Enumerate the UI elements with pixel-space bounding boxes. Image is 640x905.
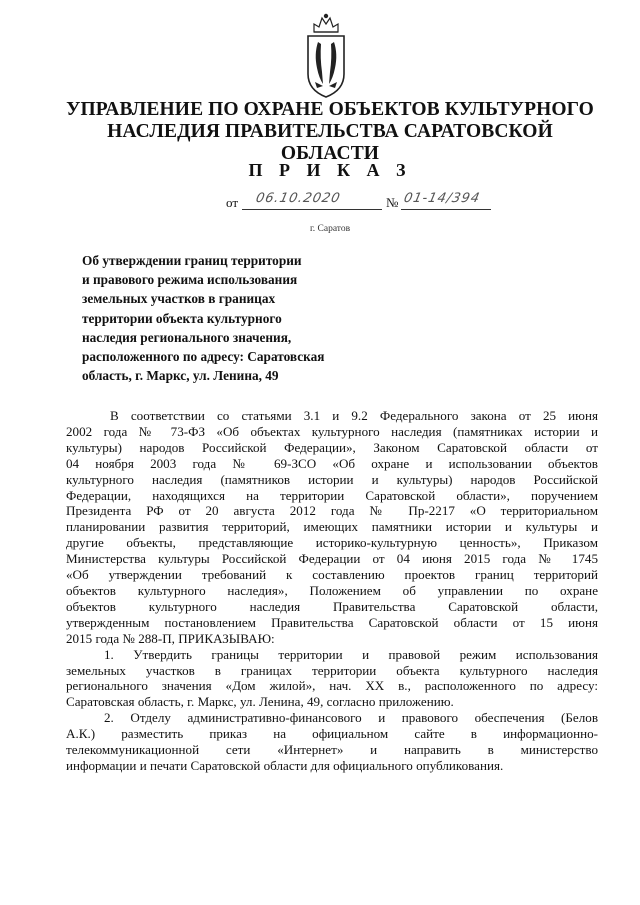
body-line: 2002 года № 73-ФЗ «Об объектах культурного наследия (памятниках истории и	[66, 423, 598, 439]
body-line: земельных участков в границах территории объекта культурного наследия	[66, 662, 598, 678]
body-line: А.К.) разместить приказ на официальном сайте в информационно-	[66, 726, 598, 742]
date-label: от	[226, 195, 239, 210]
order-subject	[82, 251, 402, 385]
issuing-organization	[60, 99, 600, 165]
body-line: Федерации, находящихся на территории Саратовской области», поручением	[66, 487, 598, 503]
body-line: 2. Отделу административно-финансового и правового обеспечения (Белов	[104, 710, 598, 726]
body-line: регионального значения «Дом жилой», нач. XX в., расположенного по адресу:	[66, 678, 598, 694]
saratov-coat-of-arms-icon	[300, 12, 352, 100]
subject-line: и правового режима использования	[82, 272, 298, 288]
org-line-2: НАСЛЕДИЯ ПРАВИТЕЛЬСТВА САРАТОВСКОЙ ОБЛАСТИ	[107, 121, 553, 164]
body-line: Саратовская область, г. Маркс, ул. Ленина, 49, согласно приложению.	[66, 694, 454, 710]
number-label: №	[386, 195, 399, 210]
date-underline	[242, 209, 382, 210]
body-line: 2015 года № 288-П, ПРИКАЗЫВАЮ:	[66, 630, 275, 646]
subject-line: территории объекта культурного	[82, 310, 282, 326]
body-line: планировании развития территорий, имеющих памятники истории и культуры и	[66, 519, 598, 535]
body-line: другие объекты, представляющие историко-культурную ценность», Приказом	[66, 535, 598, 551]
body-line: В соответствии со статьями 3.1 и 9.2 Федерального закона от 25 июня	[110, 408, 598, 423]
body-line: культурного наследия (памятников истории и культуры) народов Российской	[66, 471, 598, 487]
city: г. Саратов	[309, 224, 351, 234]
subject-line: расположенного по адресу: Саратовская	[82, 349, 325, 365]
body-line: культуры) народов Российской Федерации», Законом Саратовской области от	[66, 439, 598, 455]
order-body	[66, 408, 598, 774]
body-line: информации и печати Саратовской области для официального опубликования.	[66, 757, 504, 773]
paragraph-item-2	[66, 710, 598, 774]
paragraph-item-1	[66, 647, 598, 711]
body-line: телекоммуникационной сети «Интернет» и направить в министерство	[66, 742, 598, 758]
body-line: «Об утверждении требований к составлению проектов границ территорий	[66, 567, 598, 583]
number-value: 01-14/394	[402, 191, 482, 206]
number-underline	[401, 209, 491, 210]
body-line: объектов культурного наследия Правительства Саратовской области,	[66, 598, 598, 614]
document-title: П Р И К А З	[248, 160, 412, 180]
subject-line: область, г. Маркс, ул. Ленина, 49	[82, 368, 279, 384]
body-line: утвержденным постановлением Правительства Саратовской области от 15 июня	[66, 614, 598, 630]
subject-line: наследия регионального значения,	[82, 329, 292, 345]
subject-line: Об утверждении границ территории	[82, 253, 302, 268]
body-line: объектов культурного наследия», Положением об управлении по охране	[66, 582, 598, 598]
org-line-1: УПРАВЛЕНИЕ ПО ОХРАНЕ ОБЪЕКТОВ КУЛЬТУРНОГО	[66, 99, 594, 120]
body-line: Министерства культуры Российской Федерации от 04 июня 2015 года № 1745	[66, 551, 598, 567]
order-date-number-line	[226, 193, 506, 213]
body-line: Президента РФ от 20 августа 2012 года № Пр-2217 «О территориальном	[66, 503, 598, 519]
date-value: 06.10.2020	[254, 191, 343, 206]
body-line: 04 ноября 2003 года № 69-ЗСО «Об охране и использовании объектов	[66, 455, 598, 471]
paragraph-preamble	[66, 408, 598, 647]
subject-line: земельных участков в границах	[82, 291, 276, 307]
body-line: 1. Утвердить границы территории и правовой режим использования	[104, 646, 598, 662]
